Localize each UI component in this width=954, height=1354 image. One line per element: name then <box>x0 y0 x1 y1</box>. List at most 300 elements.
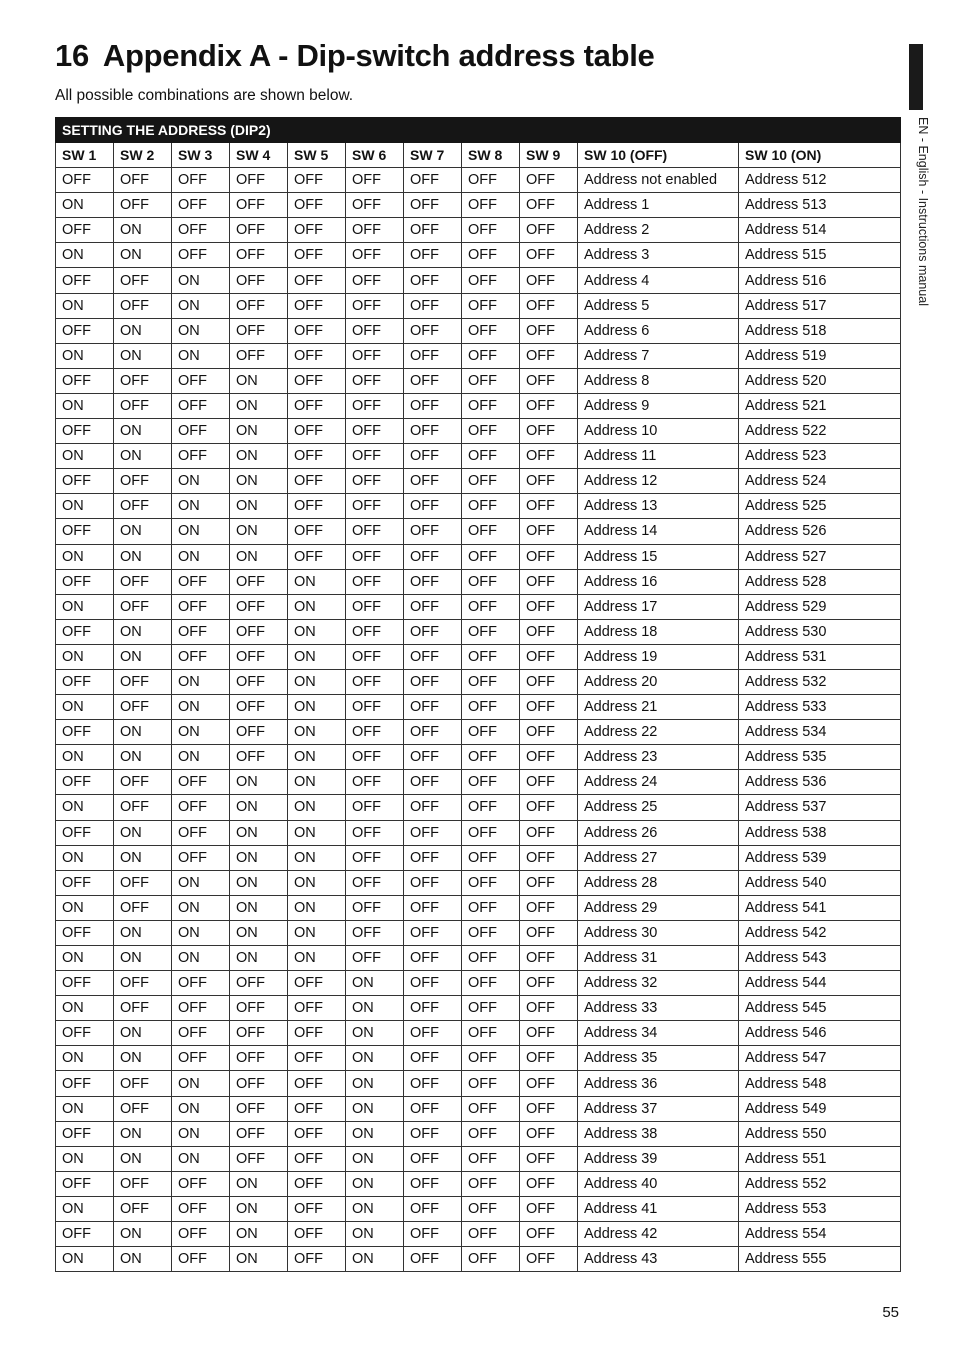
table-cell: OFF <box>404 1222 462 1247</box>
table-cell: ON <box>230 1171 288 1196</box>
table-cell: OFF <box>520 946 578 971</box>
table-cell: OFF <box>520 1222 578 1247</box>
table-cell: ON <box>56 895 114 920</box>
table-cell: ON <box>288 920 346 945</box>
column-header: SW 5 <box>288 143 346 168</box>
table-cell: OFF <box>346 218 404 243</box>
table-cell: OFF <box>462 669 520 694</box>
table-cell: OFF <box>56 1021 114 1046</box>
table-cell: ON <box>230 469 288 494</box>
table-cell: Address 42 <box>578 1222 739 1247</box>
table-cell: OFF <box>520 218 578 243</box>
table-cell: ON <box>114 419 172 444</box>
table-cell: OFF <box>404 1021 462 1046</box>
table-cell: OFF <box>172 644 230 669</box>
table-cell: ON <box>56 444 114 469</box>
table-cell: OFF <box>172 444 230 469</box>
table-cell: OFF <box>56 1121 114 1146</box>
table-body <box>56 168 901 1272</box>
table-cell: OFF <box>288 419 346 444</box>
column-header: SW 7 <box>404 143 462 168</box>
table-cell: ON <box>114 343 172 368</box>
table-cell: OFF <box>462 594 520 619</box>
table-cell: OFF <box>520 996 578 1021</box>
table-cell: OFF <box>56 920 114 945</box>
table-row <box>56 820 901 845</box>
table-cell: OFF <box>230 644 288 669</box>
table-cell: ON <box>230 820 288 845</box>
table-row <box>56 644 901 669</box>
table-cell: Address 524 <box>739 469 901 494</box>
table-cell: OFF <box>520 569 578 594</box>
table-cell: OFF <box>404 770 462 795</box>
table-cell: ON <box>56 343 114 368</box>
table-cell: ON <box>114 243 172 268</box>
table-cell: OFF <box>404 870 462 895</box>
table-cell: OFF <box>462 795 520 820</box>
table-cell: OFF <box>404 594 462 619</box>
table-cell: OFF <box>346 644 404 669</box>
table-cell: ON <box>56 996 114 1021</box>
table-cell: OFF <box>172 619 230 644</box>
table-cell: OFF <box>462 218 520 243</box>
table-cell: OFF <box>520 293 578 318</box>
table-cell: ON <box>56 393 114 418</box>
table-cell: ON <box>172 293 230 318</box>
table-cell: OFF <box>346 469 404 494</box>
table-cell: OFF <box>114 795 172 820</box>
table-cell: OFF <box>56 820 114 845</box>
intro-text: All possible combinations are shown below. <box>55 87 354 104</box>
table-cell: OFF <box>288 218 346 243</box>
table-row <box>56 770 901 795</box>
table-cell: OFF <box>346 895 404 920</box>
table-cell: ON <box>56 845 114 870</box>
table-row <box>56 1171 901 1196</box>
table-cell: Address 22 <box>578 720 739 745</box>
table-cell: OFF <box>462 745 520 770</box>
table-cell: OFF <box>56 368 114 393</box>
table-cell: ON <box>346 1096 404 1121</box>
table-cell: OFF <box>56 870 114 895</box>
table-cell: OFF <box>346 318 404 343</box>
table-cell: ON <box>172 343 230 368</box>
table-cell: ON <box>114 1146 172 1171</box>
table-cell: OFF <box>462 695 520 720</box>
table-cell: OFF <box>346 569 404 594</box>
table-cell: Address 6 <box>578 318 739 343</box>
column-header: SW 4 <box>230 143 288 168</box>
table-cell: OFF <box>346 168 404 193</box>
table-cell: OFF <box>288 1171 346 1196</box>
table-cell: OFF <box>520 419 578 444</box>
table-cell: OFF <box>56 720 114 745</box>
table-row <box>56 193 901 218</box>
table-cell: OFF <box>520 243 578 268</box>
table-cell: OFF <box>114 971 172 996</box>
table-cell: ON <box>230 1196 288 1221</box>
table-row <box>56 419 901 444</box>
table-cell: ON <box>288 594 346 619</box>
table-cell: OFF <box>114 393 172 418</box>
table-cell: Address 514 <box>739 218 901 243</box>
table-cell: OFF <box>114 1071 172 1096</box>
table-cell: ON <box>114 820 172 845</box>
table-cell: OFF <box>520 318 578 343</box>
table-row <box>56 1247 901 1272</box>
table-cell: OFF <box>404 1247 462 1272</box>
table-row <box>56 393 901 418</box>
table-cell: ON <box>346 1222 404 1247</box>
table-cell: ON <box>230 1222 288 1247</box>
table-row <box>56 1096 901 1121</box>
table-cell: OFF <box>230 1121 288 1146</box>
table-row <box>56 920 901 945</box>
table-cell: ON <box>56 1096 114 1121</box>
table-cell: ON <box>172 1096 230 1121</box>
table-cell: ON <box>114 644 172 669</box>
table-cell: ON <box>56 1046 114 1071</box>
table-cell: OFF <box>346 268 404 293</box>
table-cell: Address 25 <box>578 795 739 820</box>
table-cell: OFF <box>404 845 462 870</box>
table-cell: OFF <box>520 920 578 945</box>
table-cell: OFF <box>346 368 404 393</box>
table-cell: OFF <box>520 745 578 770</box>
table-cell: ON <box>114 318 172 343</box>
table-cell: Address 519 <box>739 343 901 368</box>
table-cell: OFF <box>462 519 520 544</box>
table-cell: OFF <box>462 1121 520 1146</box>
table-row <box>56 519 901 544</box>
table-cell: ON <box>230 895 288 920</box>
table-cell: OFF <box>114 895 172 920</box>
table-cell: OFF <box>114 695 172 720</box>
table-cell: OFF <box>520 1196 578 1221</box>
table-cell: Address 545 <box>739 996 901 1021</box>
table-cell: OFF <box>56 619 114 644</box>
table-cell: OFF <box>346 820 404 845</box>
table-cell: ON <box>114 920 172 945</box>
table-cell: Address 513 <box>739 193 901 218</box>
table-cell: OFF <box>520 368 578 393</box>
table-cell: OFF <box>404 720 462 745</box>
table-cell: ON <box>346 1171 404 1196</box>
table-cell: OFF <box>346 619 404 644</box>
table-cell: Address 21 <box>578 695 739 720</box>
table-cell: Address 525 <box>739 494 901 519</box>
table-cell: ON <box>346 1046 404 1071</box>
table-cell: OFF <box>462 469 520 494</box>
table-cell: OFF <box>230 569 288 594</box>
table-cell: OFF <box>288 544 346 569</box>
table-cell: ON <box>346 1146 404 1171</box>
table-cell: Address 538 <box>739 820 901 845</box>
column-header: SW 10 (ON) <box>739 143 901 168</box>
table-cell: OFF <box>230 1046 288 1071</box>
table-cell: OFF <box>520 268 578 293</box>
table-cell: ON <box>288 845 346 870</box>
table-cell: OFF <box>172 845 230 870</box>
page-title <box>55 38 654 74</box>
table-cell: OFF <box>56 268 114 293</box>
column-header: SW 1 <box>56 143 114 168</box>
table-cell: ON <box>114 444 172 469</box>
table-cell: ON <box>288 870 346 895</box>
dip-switch-address-table <box>55 117 901 1272</box>
table-cell: OFF <box>230 1071 288 1096</box>
table-cell: OFF <box>288 494 346 519</box>
table-cell: OFF <box>114 669 172 694</box>
table-cell: OFF <box>288 1046 346 1071</box>
table-cell: ON <box>346 1121 404 1146</box>
table-cell: ON <box>288 745 346 770</box>
table-cell: OFF <box>114 870 172 895</box>
table-cell: ON <box>172 720 230 745</box>
table-cell: OFF <box>404 795 462 820</box>
table-cell: Address 554 <box>739 1222 901 1247</box>
table-cell: OFF <box>114 168 172 193</box>
table-cell: OFF <box>56 1171 114 1196</box>
table-cell: OFF <box>520 1096 578 1121</box>
table-cell: OFF <box>346 845 404 870</box>
table-cell: ON <box>230 544 288 569</box>
table-cell: OFF <box>462 1021 520 1046</box>
table-cell: OFF <box>404 745 462 770</box>
table-cell: OFF <box>346 920 404 945</box>
title-text: Appendix A - Dip-switch address table <box>102 38 655 73</box>
table-cell: Address 35 <box>578 1046 739 1071</box>
table-cell: ON <box>172 1071 230 1096</box>
table-cell: Address 39 <box>578 1146 739 1171</box>
table-cell: OFF <box>346 770 404 795</box>
table-cell: OFF <box>288 1121 346 1146</box>
table-cell: ON <box>172 745 230 770</box>
table-cell: OFF <box>462 293 520 318</box>
table-cell: OFF <box>404 1071 462 1096</box>
table-cell: Address 548 <box>739 1071 901 1096</box>
table-row <box>56 619 901 644</box>
table-cell: Address 23 <box>578 745 739 770</box>
page-number: 55 <box>882 1304 899 1321</box>
table-cell: OFF <box>172 218 230 243</box>
table-cell: ON <box>230 368 288 393</box>
table-cell: OFF <box>520 393 578 418</box>
table-row <box>56 594 901 619</box>
table-cell: OFF <box>288 444 346 469</box>
table-cell: OFF <box>56 168 114 193</box>
table-cell: OFF <box>404 218 462 243</box>
section-marker-bar <box>909 44 923 110</box>
table-cell: OFF <box>462 920 520 945</box>
table-cell: ON <box>288 795 346 820</box>
table-cell: ON <box>56 1146 114 1171</box>
table-cell: OFF <box>404 519 462 544</box>
table-row <box>56 268 901 293</box>
table-cell: ON <box>56 293 114 318</box>
table-cell: OFF <box>172 770 230 795</box>
table-cell: OFF <box>404 996 462 1021</box>
table-cell: OFF <box>346 343 404 368</box>
table-row <box>56 469 901 494</box>
table-row <box>56 243 901 268</box>
table-cell: OFF <box>230 1021 288 1046</box>
table-cell: OFF <box>56 318 114 343</box>
table-cell: OFF <box>462 619 520 644</box>
table-cell: OFF <box>346 745 404 770</box>
table-cell: ON <box>172 469 230 494</box>
table-cell: Address 535 <box>739 745 901 770</box>
table-cell: OFF <box>462 1247 520 1272</box>
table-cell: OFF <box>56 218 114 243</box>
table-row <box>56 795 901 820</box>
table-cell: OFF <box>520 544 578 569</box>
table-cell: OFF <box>520 1171 578 1196</box>
table-cell: OFF <box>288 1146 346 1171</box>
table-cell: OFF <box>288 996 346 1021</box>
table-cell: OFF <box>462 1196 520 1221</box>
table-cell: Address 553 <box>739 1196 901 1221</box>
table-cell: OFF <box>462 368 520 393</box>
table-cell: ON <box>230 845 288 870</box>
table-cell: OFF <box>404 268 462 293</box>
column-header: SW 2 <box>114 143 172 168</box>
table-cell: ON <box>114 544 172 569</box>
table-cell: OFF <box>462 971 520 996</box>
table-cell: OFF <box>520 820 578 845</box>
table-cell: ON <box>172 669 230 694</box>
table-cell: OFF <box>404 1121 462 1146</box>
table-cell: OFF <box>520 1121 578 1146</box>
column-header: SW 9 <box>520 143 578 168</box>
table-cell: OFF <box>346 946 404 971</box>
table-cell: ON <box>172 494 230 519</box>
table-cell: OFF <box>230 720 288 745</box>
table-cell: OFF <box>114 268 172 293</box>
table-cell: OFF <box>288 1096 346 1121</box>
table-row <box>56 1196 901 1221</box>
table-cell: OFF <box>230 193 288 218</box>
table-cell: OFF <box>404 368 462 393</box>
table-cell: OFF <box>172 1171 230 1196</box>
table-cell: OFF <box>172 1222 230 1247</box>
table-cell: ON <box>114 218 172 243</box>
table-cell: OFF <box>288 168 346 193</box>
table-cell: ON <box>56 745 114 770</box>
table-cell: Address 13 <box>578 494 739 519</box>
table-cell: OFF <box>288 293 346 318</box>
table-cell: Address 26 <box>578 820 739 845</box>
table-cell: Address 36 <box>578 1071 739 1096</box>
table-cell: Address 517 <box>739 293 901 318</box>
table-cell: OFF <box>462 820 520 845</box>
table-cell: OFF <box>114 996 172 1021</box>
table-cell: Address 28 <box>578 870 739 895</box>
table-cell: OFF <box>520 644 578 669</box>
table-cell: Address 2 <box>578 218 739 243</box>
table-cell: OFF <box>520 845 578 870</box>
table-cell: ON <box>230 444 288 469</box>
table-cell: ON <box>172 946 230 971</box>
table-cell: OFF <box>288 268 346 293</box>
table-cell: OFF <box>520 695 578 720</box>
table-cell: ON <box>172 318 230 343</box>
table-cell: Address 528 <box>739 569 901 594</box>
table-cell: ON <box>56 544 114 569</box>
table-cell: Address 550 <box>739 1121 901 1146</box>
table-cell: Address 41 <box>578 1196 739 1221</box>
table-row <box>56 1046 901 1071</box>
table-cell: OFF <box>462 268 520 293</box>
table-cell: OFF <box>520 193 578 218</box>
table-cell: OFF <box>288 1196 346 1221</box>
table-cell: OFF <box>520 1071 578 1096</box>
table-row <box>56 168 901 193</box>
table-cell: OFF <box>404 695 462 720</box>
table-cell: Address 4 <box>578 268 739 293</box>
table-cell: Address 14 <box>578 519 739 544</box>
table-cell: OFF <box>520 870 578 895</box>
table-row <box>56 218 901 243</box>
table-cell: OFF <box>404 343 462 368</box>
table-cell: OFF <box>346 444 404 469</box>
table-cell: OFF <box>404 318 462 343</box>
table-cell: ON <box>172 544 230 569</box>
table-cell: OFF <box>172 1196 230 1221</box>
table-cell: OFF <box>346 695 404 720</box>
table-cell: Address 546 <box>739 1021 901 1046</box>
table-cell: ON <box>114 1247 172 1272</box>
table-cell: OFF <box>520 1146 578 1171</box>
table-row <box>56 1121 901 1146</box>
table-cell: OFF <box>288 318 346 343</box>
table-cell: OFF <box>230 1096 288 1121</box>
table-cell: OFF <box>462 1171 520 1196</box>
table-row <box>56 971 901 996</box>
table-cell: OFF <box>114 770 172 795</box>
table-cell: Address 512 <box>739 168 901 193</box>
table-cell: Address 515 <box>739 243 901 268</box>
table-cell: OFF <box>56 669 114 694</box>
table-cell: Address 17 <box>578 594 739 619</box>
table-cell: OFF <box>462 845 520 870</box>
table-cell: ON <box>288 695 346 720</box>
table-cell: Address 527 <box>739 544 901 569</box>
table-row <box>56 946 901 971</box>
table-cell: OFF <box>346 243 404 268</box>
table-cell: Address 34 <box>578 1021 739 1046</box>
table-cell: OFF <box>462 1146 520 1171</box>
table-cell: Address 526 <box>739 519 901 544</box>
column-header-row <box>56 143 901 168</box>
table-cell: OFF <box>520 594 578 619</box>
table-cell: OFF <box>288 1021 346 1046</box>
section-number: 16 <box>55 38 89 73</box>
table-cell: OFF <box>56 519 114 544</box>
table-cell: ON <box>56 1247 114 1272</box>
table-cell: OFF <box>288 971 346 996</box>
table-cell: OFF <box>404 393 462 418</box>
table-cell: OFF <box>462 569 520 594</box>
table-cell: OFF <box>404 820 462 845</box>
table-cell: ON <box>288 644 346 669</box>
table-cell: ON <box>230 393 288 418</box>
table-cell: Address 40 <box>578 1171 739 1196</box>
table-cell: ON <box>230 946 288 971</box>
table-cell: Address 536 <box>739 770 901 795</box>
table-cell: Address 540 <box>739 870 901 895</box>
table-row <box>56 695 901 720</box>
